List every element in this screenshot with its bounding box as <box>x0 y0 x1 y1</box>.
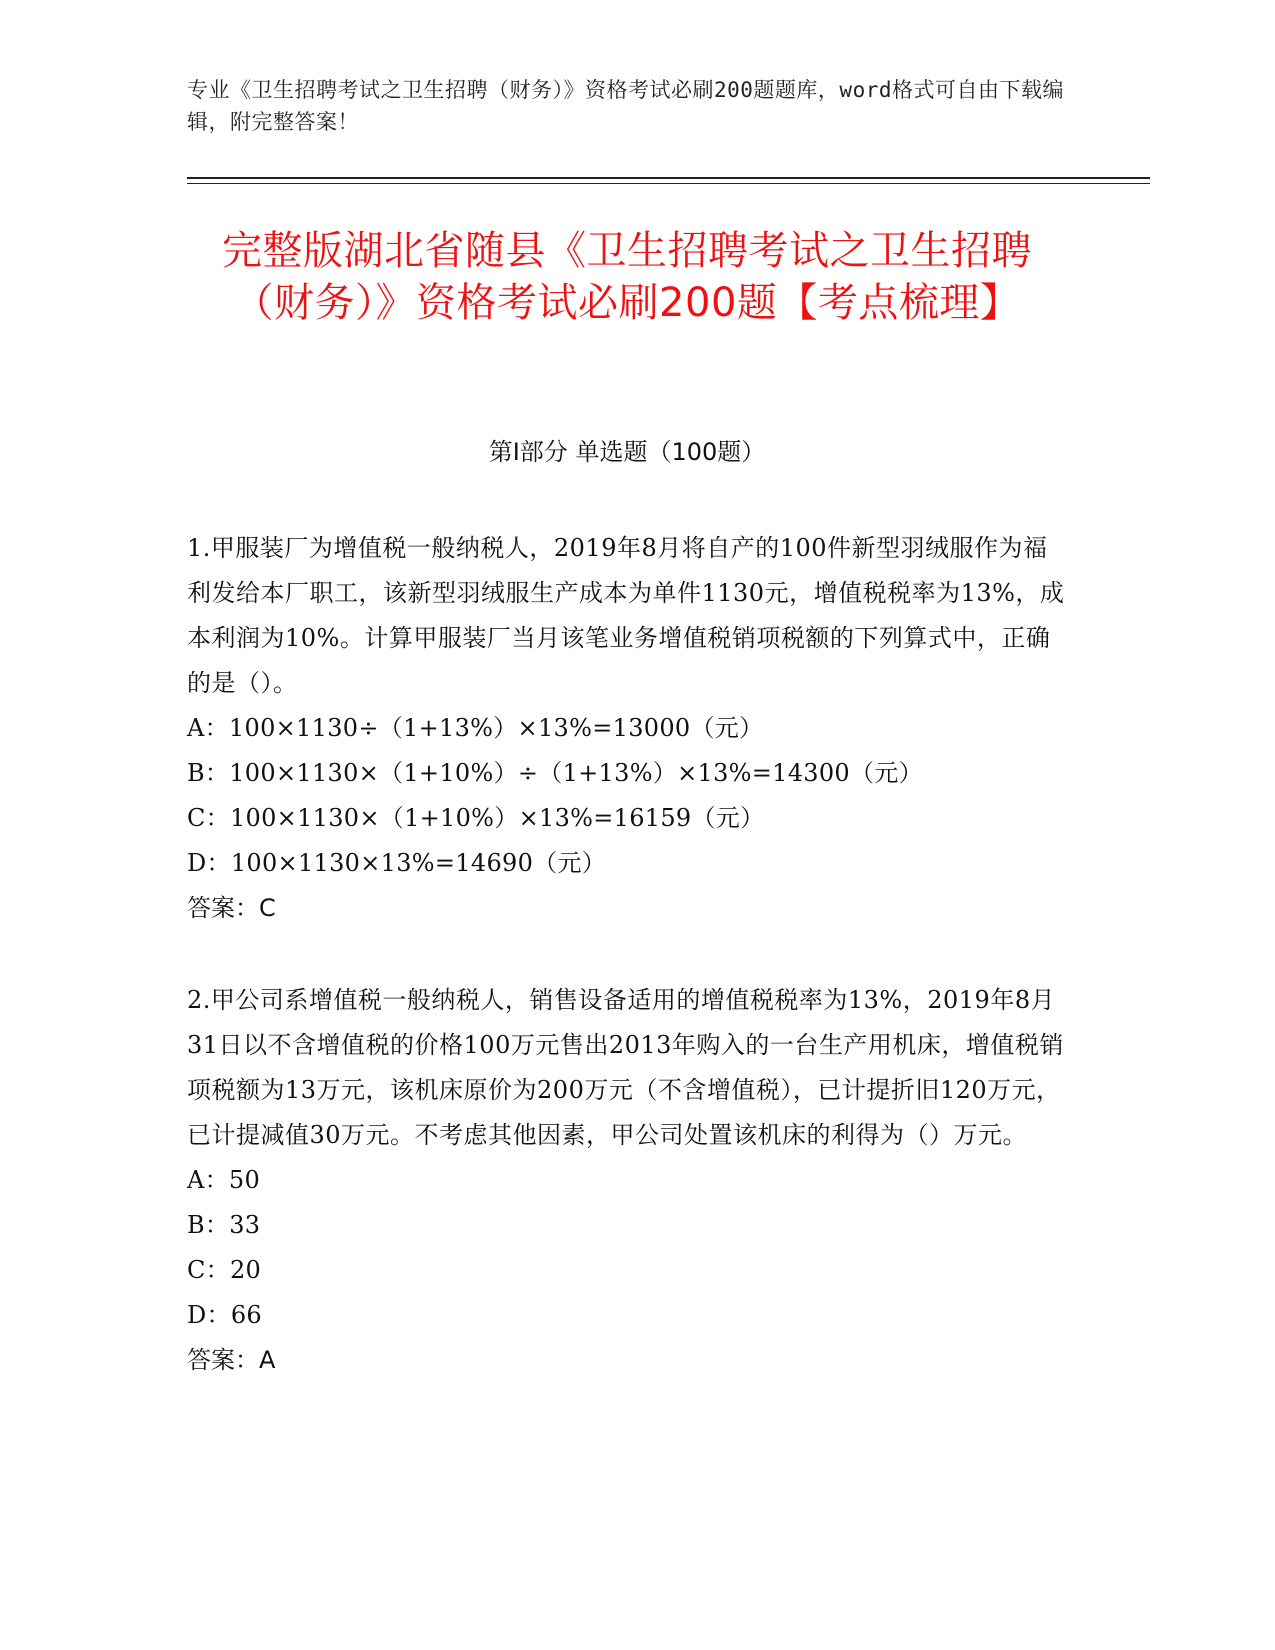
document-title: 完整版湖北省随县《卫生招聘考试之卫生招聘（财务）》资格考试必刷200题【考点梳理】 <box>222 228 1032 326</box>
option-b: B：100×1130×（1+10%）÷（1+13%）×13%=14300（元） <box>187 759 923 787</box>
option-d: D：100×1130×13%=14690（元） <box>187 849 607 877</box>
header-divider-thin <box>187 183 1150 184</box>
option-b: B：33 <box>187 1211 261 1239</box>
question-stem: 1.甲服装厂为增值税一般纳税人，2019年8月将自产的100件新型羽绒服作为福利发给本厂职工，该新型羽绒服生产成本为单件1130元，增值税税率为13%，成本利润为10%。计算甲服装厂当月该笔业务增值税销项税额的下列算式中，正确的是（）。 <box>187 534 1065 697</box>
answer-line: 答案：A <box>187 1346 276 1374</box>
header-note: 专业《卫生招聘考试之卫生招聘（财务）》资格考试必刷200题题库，word格式可自由下载编辑，附完整答案！ <box>187 78 1064 134</box>
option-a: A：50 <box>187 1166 261 1194</box>
option-c: C：100×1130×（1+10%）×13%=16159（元） <box>187 804 765 832</box>
option-d: D：66 <box>187 1301 262 1329</box>
answer-line: 答案：C <box>187 894 276 922</box>
option-a: A：100×1130÷（1+13%）×13%=13000（元） <box>187 714 764 742</box>
option-c: C：20 <box>187 1256 262 1284</box>
question-2 <box>187 978 1067 1383</box>
section-title: 第Ⅰ部分 单选题（100题） <box>488 438 766 466</box>
question-stem: 2.甲公司系增值税一般纳税人，销售设备适用的增值税税率为13%，2019年8月31日以不含增值税的价格100万元售出2013年购入的一台生产用机床，增值税销项税额为13万元，该机床原价为200万元（不含增值税），已计提折旧120万元，已计提减值30万元。不考虑其他因素，甲公司处置该机床的利得为（）万元。 <box>187 986 1064 1149</box>
question-1 <box>187 526 1067 931</box>
header-divider-thick <box>187 177 1150 179</box>
